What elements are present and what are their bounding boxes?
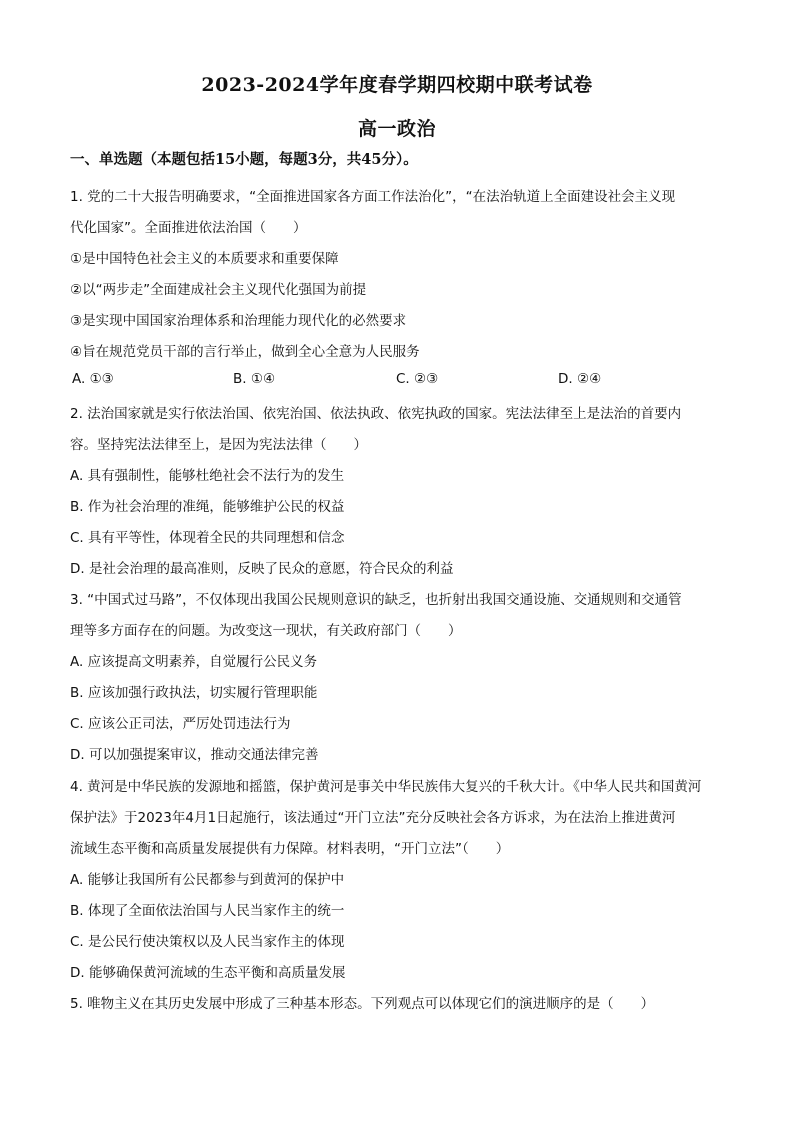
question-1-statement-3: ③是实现中国国家治理体系和治理能力现代化的必然要求 (70, 313, 407, 329)
question-4-stem-line-3: 流域生态平衡和高质量发展提供有力保障。材料表明，“开门立法”（ ） (70, 841, 510, 857)
question-1-statement-1: ①是中国特色社会主义的本质要求和重要保障 (70, 251, 339, 267)
exam-subject: 高一政治 (357, 118, 436, 140)
question-3-option-c: C. 应该公正司法，严厉处罚违法行为 (70, 716, 291, 732)
question-1-option-d: D. ②④ (558, 371, 602, 387)
question-4-stem-line-1: 4. 黄河是中华民族的发源地和摇篮，保护黄河是事关中华民族伟大复兴的千秋大计。《中华人民共和国黄河 (70, 779, 702, 795)
question-3-option-d: D. 可以加强提案审议，推动交通法律完善 (70, 747, 319, 763)
section-heading: 一、单选题（本题包括15小题，每题3分，共45分）。 (70, 151, 418, 168)
question-1-option-b: B. ①④ (233, 371, 276, 387)
question-1-statement-2: ②以“两步走”全面建成社会主义现代化强国为前提 (70, 282, 367, 298)
question-1-stem-line-2: 代化国家”。全面推进依法治国（ ） (70, 220, 307, 236)
question-1-stem-line-1: 1. 党的二十大报告明确要求，“全面推进国家各方面工作法治化”，“在法治轨道上全面建设社会主义现 (70, 189, 676, 205)
question-2-option-b: B. 作为社会治理的准绳，能够维护公民的权益 (70, 499, 345, 515)
question-1-option-a: A. ①③ (72, 371, 114, 387)
question-2-option-d: D. 是社会治理的最高准则，反映了民众的意愿，符合民众的利益 (70, 561, 454, 577)
question-2-stem-line-2: 容。坚持宪法法律至上，是因为宪法法律（ ） (70, 437, 367, 453)
question-4-stem-line-2: 保护法》于2023年4月1日起施行，该法通过“开门立法”充分反映社会各方诉求，为在法治上推进黄河 (70, 810, 676, 826)
question-4-option-b: B. 体现了全面依法治国与人民当家作主的统一 (70, 903, 345, 919)
question-2-option-c: C. 具有平等性，体现着全民的共同理想和信念 (70, 530, 345, 546)
question-4-option-a: A. 能够让我国所有公民都参与到黄河的保护中 (70, 872, 345, 888)
question-3-option-b: B. 应该加强行政执法，切实履行管理职能 (70, 685, 318, 701)
question-4-option-c: C. 是公民行使决策权以及人民当家作主的体现 (70, 934, 345, 950)
question-1-option-c: C. ②③ (396, 371, 439, 387)
exam-title: 2023-2024学年度春学期四校期中联考试卷 (201, 74, 593, 96)
question-2-option-a: A. 具有强制性，能够杜绝社会不法行为的发生 (70, 468, 345, 484)
question-3-stem-line-1: 3. “中国式过马路”，不仅体现出我国公民规则意识的缺乏，也折射出我国交通设施、交通规则和交通管 (70, 592, 682, 608)
question-3-stem-line-2: 理等多方面存在的问题。为改变这一现状，有关政府部门（ ） (70, 623, 462, 639)
question-2-stem-line-1: 2. 法治国家就是实行依法治国、依宪治国、依法执政、依宪执政的国家。宪法法律至上是法治的首要内 (70, 406, 682, 422)
question-4-option-d: D. 能够确保黄河流域的生态平衡和高质量发展 (70, 965, 346, 981)
question-1-statement-4: ④旨在规范党员干部的言行举止，做到全心全意为人民服务 (70, 344, 420, 360)
question-5-stem-line-1: 5. 唯物主义在其历史发展中形成了三种基本形态。下列观点可以体现它们的演进顺序的是（ ） (70, 996, 655, 1012)
question-3-option-a: A. 应该提高文明素养，自觉履行公民义务 (70, 654, 318, 670)
